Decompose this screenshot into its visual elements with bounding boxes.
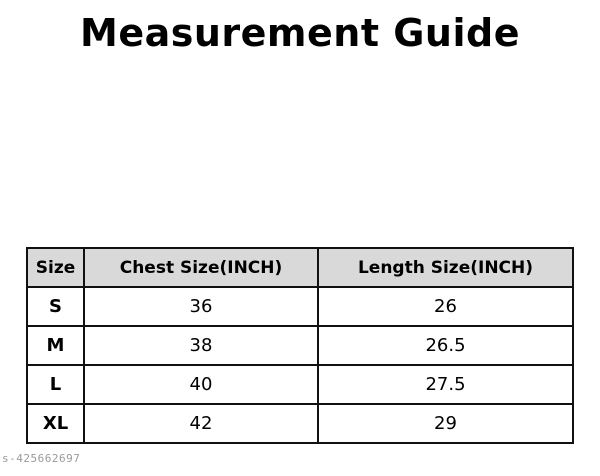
length-cell: 26.5 (318, 326, 573, 365)
measurement-table (26, 247, 574, 444)
page-title: Measurement Guide (80, 11, 520, 55)
chest-cell: 42 (84, 404, 318, 443)
length-cell: 26 (318, 287, 573, 326)
table-row (27, 287, 573, 326)
length-cell: 29 (318, 404, 573, 443)
header-length-size: Length Size(INCH) (318, 248, 573, 287)
length-cell: 27.5 (318, 365, 573, 404)
table-row (27, 404, 573, 443)
table-header-row (27, 248, 573, 287)
table-row (27, 326, 573, 365)
watermark-id: s-425662697 (2, 452, 81, 465)
table-row (27, 365, 573, 404)
chest-cell: 36 (84, 287, 318, 326)
size-cell: XL (27, 404, 84, 443)
header-chest-size: Chest Size(INCH) (84, 248, 318, 287)
size-cell: S (27, 287, 84, 326)
size-cell: L (27, 365, 84, 404)
chest-cell: 38 (84, 326, 318, 365)
chest-cell: 40 (84, 365, 318, 404)
size-cell: M (27, 326, 84, 365)
header-size: Size (27, 248, 84, 287)
